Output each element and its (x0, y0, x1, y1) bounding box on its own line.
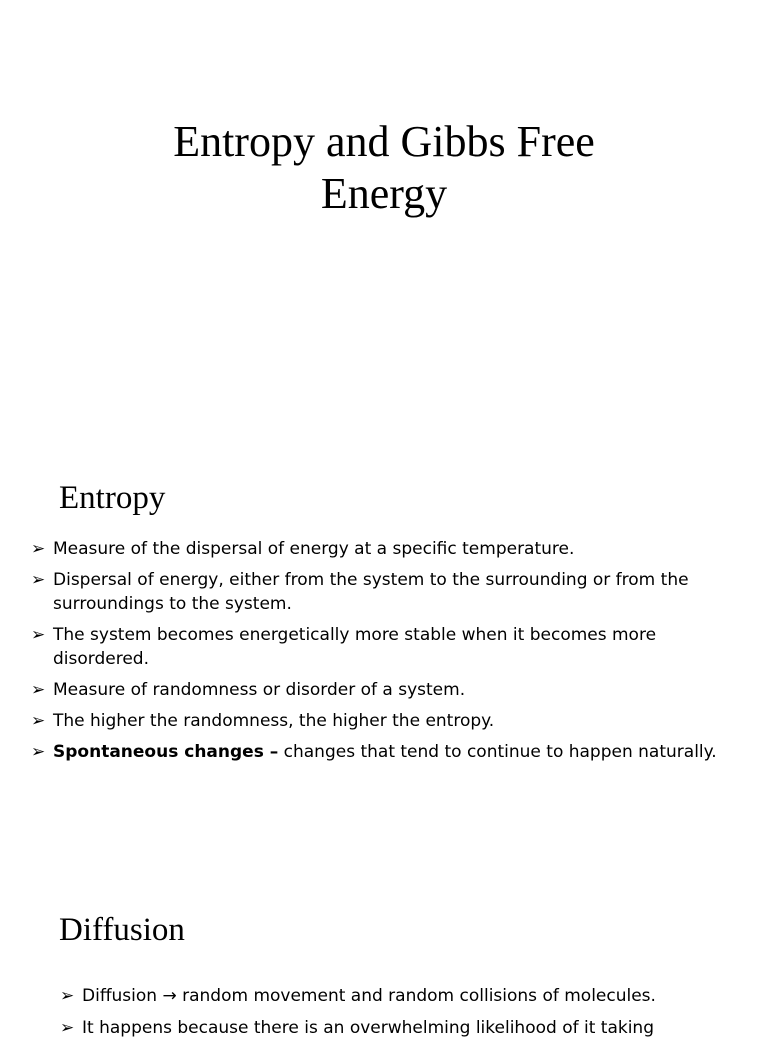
slide-title-line-2: Energy (320, 169, 448, 218)
list-item (31, 537, 751, 561)
bullet-text: Measure of the dispersal of energy at a specific temperature. (53, 539, 575, 559)
bullet-text: The higher the randomness, the higher the entropy. (53, 711, 495, 731)
list-item (60, 1016, 750, 1040)
diffusion-bullet-list (60, 984, 750, 1048)
spontaneous-changes-definition: changes that tend to continue to happen naturally. (278, 742, 717, 762)
slide-title (0, 116, 768, 220)
arrowhead-bullet-icon: ➢ (60, 1018, 75, 1038)
bullet-text: Measure of randomness or disorder of a system. (53, 680, 466, 700)
list-item (31, 568, 751, 616)
arrowhead-bullet-icon: ➢ (31, 625, 46, 645)
bullet-text: The system becomes energetically more stable when it becomes more disordered. (53, 625, 657, 669)
spontaneous-changes-term: Spontaneous changes – (53, 742, 279, 762)
list-item (31, 709, 751, 733)
arrowhead-bullet-icon: ➢ (60, 986, 75, 1006)
entropy-heading: Entropy (59, 480, 166, 516)
bullet-text: It happens because there is an overwhelming likelihood of it taking (82, 1018, 654, 1038)
bullet-text: Dispersal of energy, either from the system to the surrounding or from the surroundings to the system. (53, 570, 689, 614)
arrowhead-bullet-icon: ➢ (31, 680, 46, 700)
slide-title-line-1: Entropy and Gibbs Free (173, 117, 595, 166)
list-item (60, 984, 750, 1008)
entropy-bullet-list (31, 537, 751, 764)
arrowhead-bullet-icon: ➢ (31, 570, 46, 590)
arrowhead-bullet-icon: ➢ (31, 742, 46, 762)
diffusion-heading: Diffusion (59, 912, 185, 948)
list-item (31, 678, 751, 702)
arrowhead-bullet-icon: ➢ (31, 711, 46, 731)
bullet-text: Diffusion → random movement and random collisions of molecules. (82, 986, 656, 1006)
arrowhead-bullet-icon: ➢ (31, 539, 46, 559)
list-item (31, 623, 751, 671)
list-item (31, 740, 751, 764)
